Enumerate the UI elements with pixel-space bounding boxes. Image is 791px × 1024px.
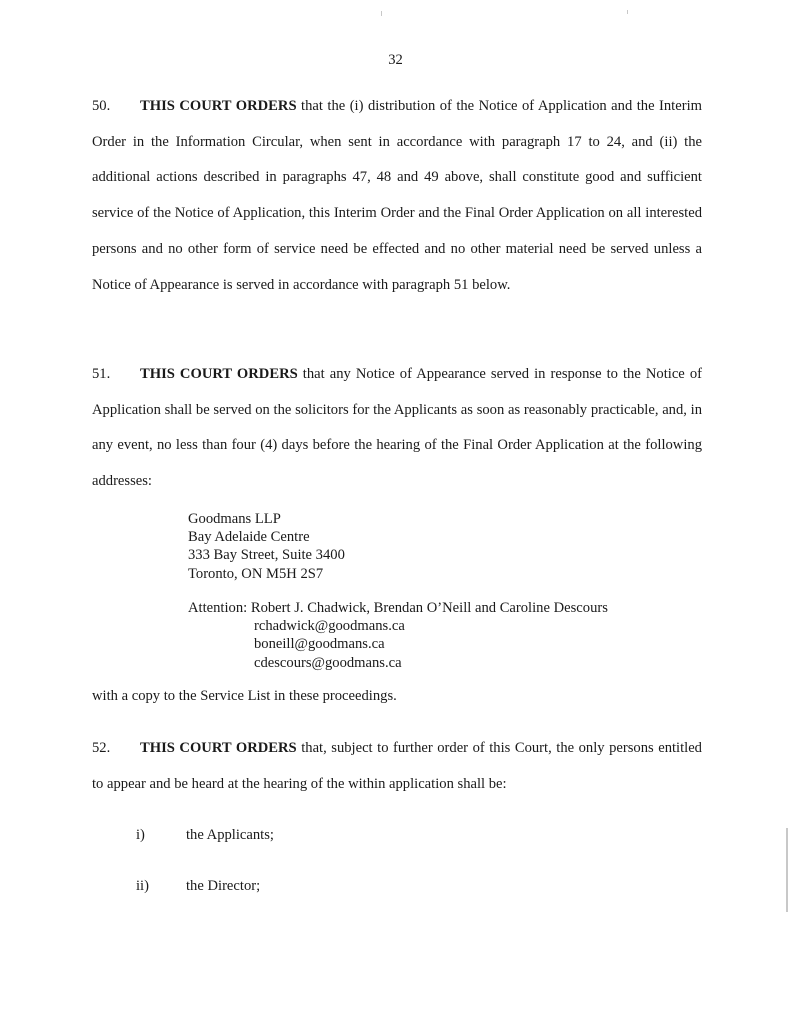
paragraph-number: 52. — [92, 740, 111, 756]
list-item-director — [136, 878, 260, 895]
paragraph-lead: THIS COURT ORDERS — [140, 366, 298, 382]
paragraph-lead: THIS COURT ORDERS — [140, 740, 297, 756]
address-building: Bay Adelaide Centre — [188, 529, 310, 546]
list-number: ii) — [136, 878, 149, 894]
address-block — [188, 510, 345, 583]
paragraph-number: 50. — [92, 98, 111, 114]
scan-speck — [627, 10, 628, 14]
list-number: i) — [136, 827, 145, 843]
paragraph-52 — [92, 731, 702, 802]
address-street: 333 Bay Street, Suite 3400 — [188, 547, 345, 564]
paragraph-text: that, subject to further order of this Court, the only persons entitled to appear and be heard at the hearing of the within application shall be: — [92, 740, 702, 792]
email-oneill: boneill@goodmans.ca — [254, 636, 385, 653]
list-item-applicants — [136, 827, 274, 844]
address-city: Toronto, ON M5H 2S7 — [188, 565, 324, 582]
list-text: the Applicants; — [186, 827, 274, 843]
attention-block — [188, 599, 608, 672]
attention-names: Robert J. Chadwick, Brendan O’Neill and Caroline Descours — [250, 600, 608, 616]
closing-line: with a copy to the Service List in these proceedings. — [92, 688, 397, 704]
scan-speck — [381, 11, 382, 16]
scan-edge-mark — [786, 828, 788, 912]
email-descours: cdescours@goodmans.ca — [254, 654, 402, 671]
paragraph-text: that the (i) distribution of the Notice of Application and the Interim Order in the Information Circular, when sent in accordance with paragraph 17 to 24, and (ii) the additional actions described in paragraphs 47, 48 and 49 above, shall constitute good and sufficient service of the Notice of Application, this Interim Order and the Final Order Application on all interested persons and no other form of service need be effected and no other material need be served unless a Notice of Appearance is served in accordance with paragraph 51 below. — [92, 98, 702, 293]
paragraph-50 — [92, 89, 702, 303]
email-chadwick: rchadwick@goodmans.ca — [254, 618, 405, 635]
address-firm: Goodmans LLP — [188, 511, 281, 527]
paragraph-lead: THIS COURT ORDERS — [140, 98, 297, 114]
attention-label: Attention: — [188, 600, 248, 616]
list-text: the Director; — [186, 878, 261, 894]
paragraph-text: that any Notice of Appearance served in response to the Notice of Application shall be served on the solicitors for the Applicants as soon as reasonably practicable, and, in any event, no less than four (4) days before the hearing of the Final Order Application at the following addresses: — [92, 366, 702, 490]
paragraph-51 — [92, 357, 702, 500]
paragraph-number: 51. — [92, 366, 111, 382]
page-number: 32 — [388, 52, 403, 68]
